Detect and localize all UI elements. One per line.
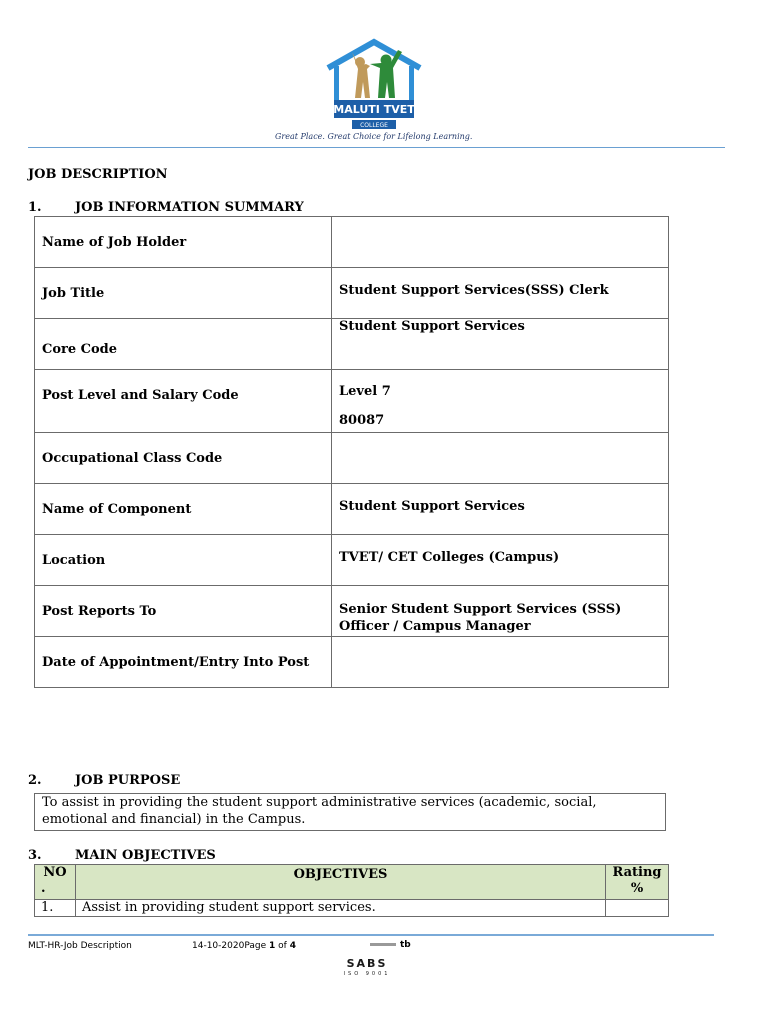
- section-title: JOB PURPOSE: [75, 773, 181, 788]
- logo-text: MALUTI TVET: [333, 103, 415, 116]
- table-row: [35, 637, 669, 688]
- table-row: [35, 900, 669, 917]
- salary-code: 80087: [339, 413, 385, 428]
- footer-doc-ref: MLT-HR-Job Description: [28, 941, 132, 951]
- section-number: 2.: [28, 773, 42, 788]
- row-label: Job Title: [35, 268, 332, 319]
- table-row: [35, 433, 669, 484]
- header-divider: [28, 147, 725, 148]
- row-value: Student Support Services(SSS) Clerk: [332, 268, 669, 319]
- footer-cert-text: tb: [400, 940, 411, 950]
- row-label: Date of Appointment/Entry Into Post: [35, 637, 332, 688]
- row-value: Senior Student Support Services (SSS) Officer / Campus Manager: [332, 586, 669, 637]
- row-value: Student Support Services: [332, 484, 669, 535]
- footer-of-word: of: [278, 941, 287, 951]
- section-number: 3.: [28, 848, 42, 863]
- section-title: MAIN OBJECTIVES: [75, 848, 216, 863]
- row-value: [332, 433, 669, 484]
- header-rating-unit: %: [630, 881, 644, 896]
- header-rating-text: Rating: [612, 865, 662, 880]
- header-objectives: OBJECTIVES: [76, 865, 606, 900]
- footer-cert-mark: [370, 940, 411, 950]
- footer-page-total: 4: [289, 941, 296, 951]
- logo-subtext: COLLEGE: [360, 122, 388, 129]
- row-label: Name of Component: [35, 484, 332, 535]
- row-label: Name of Job Holder: [35, 217, 332, 268]
- row-value: Student Support Services: [332, 319, 669, 370]
- section-title: JOB INFORMATION SUMMARY: [75, 200, 304, 215]
- college-tagline: Great Place. Great Choice for Lifelong Learning.: [275, 132, 473, 141]
- row-label: Location: [35, 535, 332, 586]
- footer-divider: [28, 934, 714, 936]
- college-logo: [322, 38, 426, 136]
- post-level: Level 7: [339, 384, 391, 399]
- objectives-table: [34, 864, 669, 917]
- table-row: [35, 586, 669, 637]
- sabs-logo-text: SABS: [346, 957, 388, 970]
- row-value: [332, 637, 669, 688]
- table-row: [35, 535, 669, 586]
- table-row: [35, 319, 669, 370]
- objective-text: Assist in providing student support services.: [76, 900, 606, 917]
- footer-page-current: 1: [268, 941, 276, 951]
- job-information-table: [34, 216, 669, 688]
- iso-text: ISO 9001: [343, 971, 391, 977]
- table-row: [35, 268, 669, 319]
- table-row: [35, 370, 669, 433]
- row-label: Post Level and Salary Code: [35, 370, 332, 433]
- table-row: [35, 217, 669, 268]
- row-value: TVET/ CET Colleges (Campus): [332, 535, 669, 586]
- objective-rating: [606, 900, 669, 917]
- table-row: [35, 484, 669, 535]
- row-label: Post Reports To: [35, 586, 332, 637]
- row-value: [332, 370, 669, 433]
- person-left-icon: [352, 52, 370, 98]
- section-number: 1.: [28, 200, 42, 215]
- row-value: [332, 217, 669, 268]
- row-label: Occupational Class Code: [35, 433, 332, 484]
- section-2-heading: [28, 773, 181, 788]
- person-right-icon: [370, 50, 402, 98]
- section-1-heading: [28, 200, 304, 215]
- cert-logo-icon: [370, 943, 396, 946]
- document-title: JOB DESCRIPTION: [28, 167, 168, 182]
- job-purpose-text: To assist in providing the student support administrative services (academic, social, emotional and financial) in the Campus.: [34, 793, 666, 831]
- header-no-text: NO: [43, 865, 67, 880]
- objective-number: 1.: [35, 900, 76, 917]
- header-rating: [606, 865, 669, 900]
- header-no-dot: .: [41, 881, 46, 896]
- footer-page-info: [192, 941, 296, 951]
- footer-date: 14-10-2020: [192, 941, 245, 951]
- footer-page-word: Page: [244, 941, 267, 951]
- header-no: [35, 865, 76, 900]
- objectives-header-row: [35, 865, 669, 900]
- section-3-heading: [28, 848, 216, 863]
- row-label: Core Code: [35, 319, 332, 370]
- sabs-mark: [333, 957, 401, 977]
